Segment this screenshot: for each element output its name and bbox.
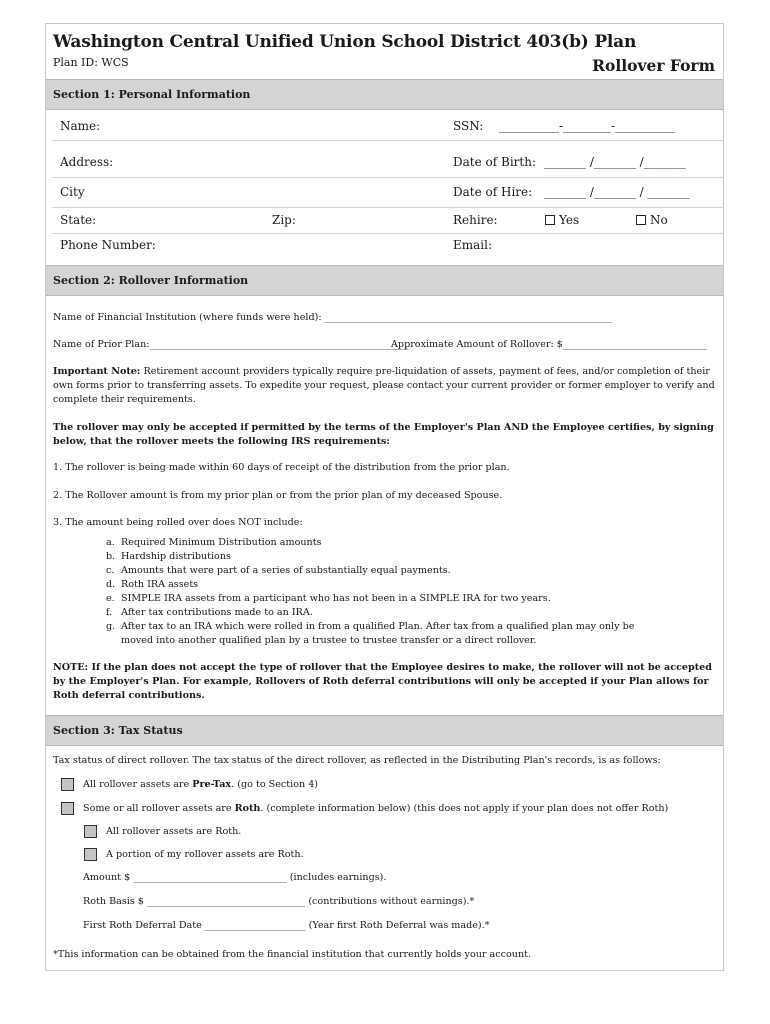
important-note-text: Retirement account providers typically require pre-liquidation of assets, payment of fees, and/or completion of their own forms prior to transferring assets. To expedite your request, please contact your current provider or former employer to verify and complete their requirements. bbox=[53, 366, 715, 405]
pre-tax-option bbox=[83, 779, 318, 790]
roth-checkbox[interactable] bbox=[61, 802, 74, 815]
roth-suffix: . (complete information below) (this does not apply if your plan does not offer Roth) bbox=[260, 803, 669, 814]
rehire-label: Rehire: bbox=[453, 213, 498, 227]
form-title: Washington Central Unified Union School District 403(b) Plan bbox=[53, 32, 637, 52]
roth-basis-field[interactable]: Roth Basis $ _________________________________ (contributions without earnings).* bbox=[83, 896, 475, 907]
section-2-header bbox=[46, 265, 723, 296]
ssn-label: SSN: bbox=[453, 119, 484, 133]
rehire-yes-label: Yes bbox=[559, 213, 580, 227]
roth-text: Some or all rollover assets are bbox=[83, 803, 235, 814]
important-note-label: Important Note: bbox=[53, 366, 141, 377]
exclusion-g-continued: moved into another qualified plan by a trustee to trustee transfer or a direct rollover. bbox=[121, 635, 537, 646]
exclusion-c-text: Amounts that were part of a series of substantially equal payments. bbox=[121, 565, 451, 576]
rehire-yes-checkbox[interactable] bbox=[545, 215, 555, 225]
roth-bold: Roth bbox=[234, 803, 261, 814]
rehire-no-label: No bbox=[650, 213, 668, 227]
exclusion-g-text: After tax to an IRA which were rolled in from a qualified Plan. After tax from a qualified plan may only be bbox=[121, 621, 635, 632]
exclusion-a-text: Required Minimum Distribution amounts bbox=[121, 537, 322, 548]
state-row bbox=[52, 207, 723, 234]
doh-field[interactable]: _______ /_______ / _______ bbox=[544, 185, 690, 199]
important-note bbox=[53, 365, 717, 407]
exclusion-e-letter: e. bbox=[106, 593, 115, 604]
all-roth-checkbox[interactable] bbox=[84, 825, 97, 838]
exclusion-g-letter: g. bbox=[106, 621, 116, 632]
section-3-title: Section 3: Tax Status bbox=[53, 724, 183, 737]
exclusion-e-text: SIMPLE IRA assets from a participant who has not been in a SIMPLE IRA for two years. bbox=[121, 593, 551, 604]
exclusion-f-letter: f. bbox=[106, 607, 113, 618]
exclusion-d-letter: d. bbox=[106, 579, 116, 590]
portion-roth-label: A portion of my rollover assets are Roth. bbox=[106, 849, 304, 860]
all-roth-label: All rollover assets are Roth. bbox=[106, 826, 242, 837]
city-label: City bbox=[60, 185, 85, 199]
portion-roth-checkbox[interactable] bbox=[84, 848, 97, 861]
section-1-header bbox=[46, 79, 723, 110]
section-2-title: Section 2: Rollover Information bbox=[53, 274, 249, 287]
approx-amount-field[interactable]: Approximate Amount of Rollover: $______________________________ bbox=[391, 339, 707, 350]
exclusion-d-text: Roth IRA assets bbox=[121, 579, 199, 590]
institution-field[interactable]: Name of Financial Institution (where funds were held): ____________________________________________________________ bbox=[53, 312, 613, 323]
requirement-3: 3. The amount being rolled over does NOT include: bbox=[53, 517, 303, 528]
form-name: Rollover Form bbox=[592, 56, 715, 75]
ssn-field[interactable]: __________-________-__________ bbox=[499, 119, 676, 133]
address-row bbox=[52, 140, 723, 178]
state-label: State: bbox=[60, 213, 97, 227]
rehire-no-checkbox[interactable] bbox=[636, 215, 646, 225]
pre-tax-bold: Pre-Tax bbox=[192, 779, 232, 790]
prior-plan-field[interactable]: Name of Prior Plan:______________________________________________________ bbox=[53, 339, 409, 350]
pre-tax-text: All rollover assets are bbox=[83, 779, 193, 790]
tax-status-intro: Tax status of direct rollover. The tax status of the direct rollover, as reflected in the Distributing Plan's records, is as follows: bbox=[53, 755, 661, 766]
exclusion-b-letter: b. bbox=[106, 551, 116, 562]
requirement-2: 2. The Rollover amount is from my prior plan or from the prior plan of my deceased Spouse. bbox=[53, 490, 503, 501]
section-1-title: Section 1: Personal Information bbox=[53, 88, 251, 101]
plan-id: Plan ID: WCS bbox=[53, 56, 129, 69]
exclusion-f-text: After tax contributions made to an IRA. bbox=[121, 607, 313, 618]
section-3-header bbox=[46, 715, 723, 746]
exclusion-c-letter: c. bbox=[106, 565, 115, 576]
dob-label: Date of Birth: bbox=[453, 155, 536, 169]
certification-text: The rollover may only be accepted if permitted by the terms of the Employer's Plan AND the Employee certifies, by signing below, that the rollover meets the following IRS requirements: bbox=[53, 422, 714, 447]
doh-label: Date of Hire: bbox=[453, 185, 533, 199]
address-label: Address: bbox=[60, 155, 114, 169]
dob-field[interactable]: _______ /_______ /_______ bbox=[544, 155, 686, 169]
name-row bbox=[52, 110, 723, 141]
zip-label: Zip: bbox=[272, 213, 296, 227]
city-row bbox=[52, 177, 723, 208]
phone-label: Phone Number: bbox=[60, 238, 156, 252]
rollover-note: NOTE: If the plan does not accept the type of rollover that the Employee desires to make, the rollover will not be accepted by the Employer's Plan. For example, Rollovers of Roth deferral contributions will only be accepted if your Plan allows for Roth deferral contributions. bbox=[53, 662, 712, 701]
email-label: Email: bbox=[453, 238, 493, 252]
amount-field[interactable]: Amount $ ________________________________ (includes earnings). bbox=[83, 872, 387, 883]
first-roth-date-field[interactable]: First Roth Deferral Date _____________________ (Year first Roth Deferral was made).* bbox=[83, 920, 490, 931]
exclusion-b-text: Hardship distributions bbox=[121, 551, 231, 562]
pre-tax-suffix: . (go to Section 4) bbox=[231, 779, 319, 790]
pre-tax-checkbox[interactable] bbox=[61, 778, 74, 791]
requirement-1: 1. The rollover is being made within 60 days of receipt of the distribution from the prior plan. bbox=[53, 462, 510, 473]
exclusion-a-letter: a. bbox=[106, 537, 115, 548]
rollover-form-page bbox=[45, 23, 724, 971]
name-label: Name: bbox=[60, 119, 101, 133]
footnote: *This information can be obtained from the financial institution that currently holds your account. bbox=[53, 949, 532, 960]
roth-option bbox=[83, 803, 668, 814]
